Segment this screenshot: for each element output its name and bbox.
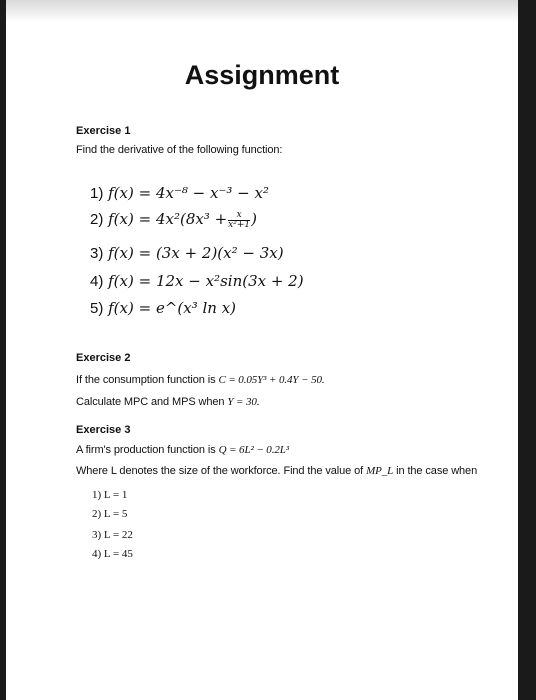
exercise-1-item-4 bbox=[90, 272, 304, 290]
item-number: 3) bbox=[90, 245, 104, 262]
page-top-shadow bbox=[6, 0, 518, 22]
exercise-3-case-1: 1) L = 1 bbox=[92, 489, 128, 501]
equation: f(x) = e^(x³ ln x) bbox=[108, 299, 237, 317]
exercise-2-heading: Exercise 2 bbox=[76, 352, 131, 364]
exercise-1-item-1 bbox=[90, 184, 269, 202]
exercise-2-line-1 bbox=[76, 374, 325, 386]
item-number: 2) bbox=[90, 211, 104, 228]
item-number: 4) bbox=[90, 273, 104, 290]
exercise-3-case-4: 4) L = 45 bbox=[92, 548, 133, 560]
math: C = 0.05Y³ + 0.4Y − 50. bbox=[218, 374, 325, 386]
item-number: 1) bbox=[90, 185, 104, 202]
math: Y = 30. bbox=[227, 396, 260, 408]
equation: f(x) = (3x + 2)(x² − 3x) bbox=[108, 244, 284, 262]
text: in the case when bbox=[396, 465, 478, 477]
equation: f(x) = 12x − x²sin(3x + 2) bbox=[108, 272, 304, 290]
text: A firm's production function is bbox=[76, 444, 216, 456]
math: Q = 6L² − 0.2L³ bbox=[218, 444, 289, 456]
exercise-2-line-2 bbox=[76, 396, 259, 408]
document-page bbox=[6, 0, 518, 700]
fraction-denominator: x²+1 bbox=[228, 219, 251, 230]
equation-end: ) bbox=[251, 210, 257, 228]
exercise-3-case-2: 2) L = 5 bbox=[92, 508, 128, 520]
text: Calculate MPC and MPS when bbox=[76, 396, 225, 408]
exercise-1-item-3 bbox=[90, 244, 284, 262]
exercise-3-heading: Exercise 3 bbox=[76, 424, 131, 436]
page-title: Assignment bbox=[184, 60, 340, 90]
exercise-1-item-5 bbox=[90, 299, 236, 317]
exercise-3-case-3: 3) L = 22 bbox=[92, 529, 133, 541]
equation: f(x) = 4x²(8x³ + bbox=[108, 210, 228, 228]
exercise-1-item-2 bbox=[90, 210, 257, 230]
equation: f(x) = 4x⁻⁸ − x⁻³ − x² bbox=[108, 184, 269, 202]
text: If the consumption function is bbox=[76, 374, 216, 386]
exercise-1-instruction: Find the derivative of the following function: bbox=[76, 144, 283, 156]
fraction bbox=[228, 211, 250, 230]
exercise-3-line-1 bbox=[76, 444, 289, 456]
exercise-1-heading: Exercise 1 bbox=[76, 125, 131, 137]
exercise-3-line-2 bbox=[76, 465, 477, 477]
item-number: 5) bbox=[90, 300, 104, 317]
fraction-numerator: x bbox=[228, 211, 250, 221]
text: Where L denotes the size of the workforce. Find the value of bbox=[76, 465, 364, 477]
math: MP_L bbox=[366, 465, 394, 477]
